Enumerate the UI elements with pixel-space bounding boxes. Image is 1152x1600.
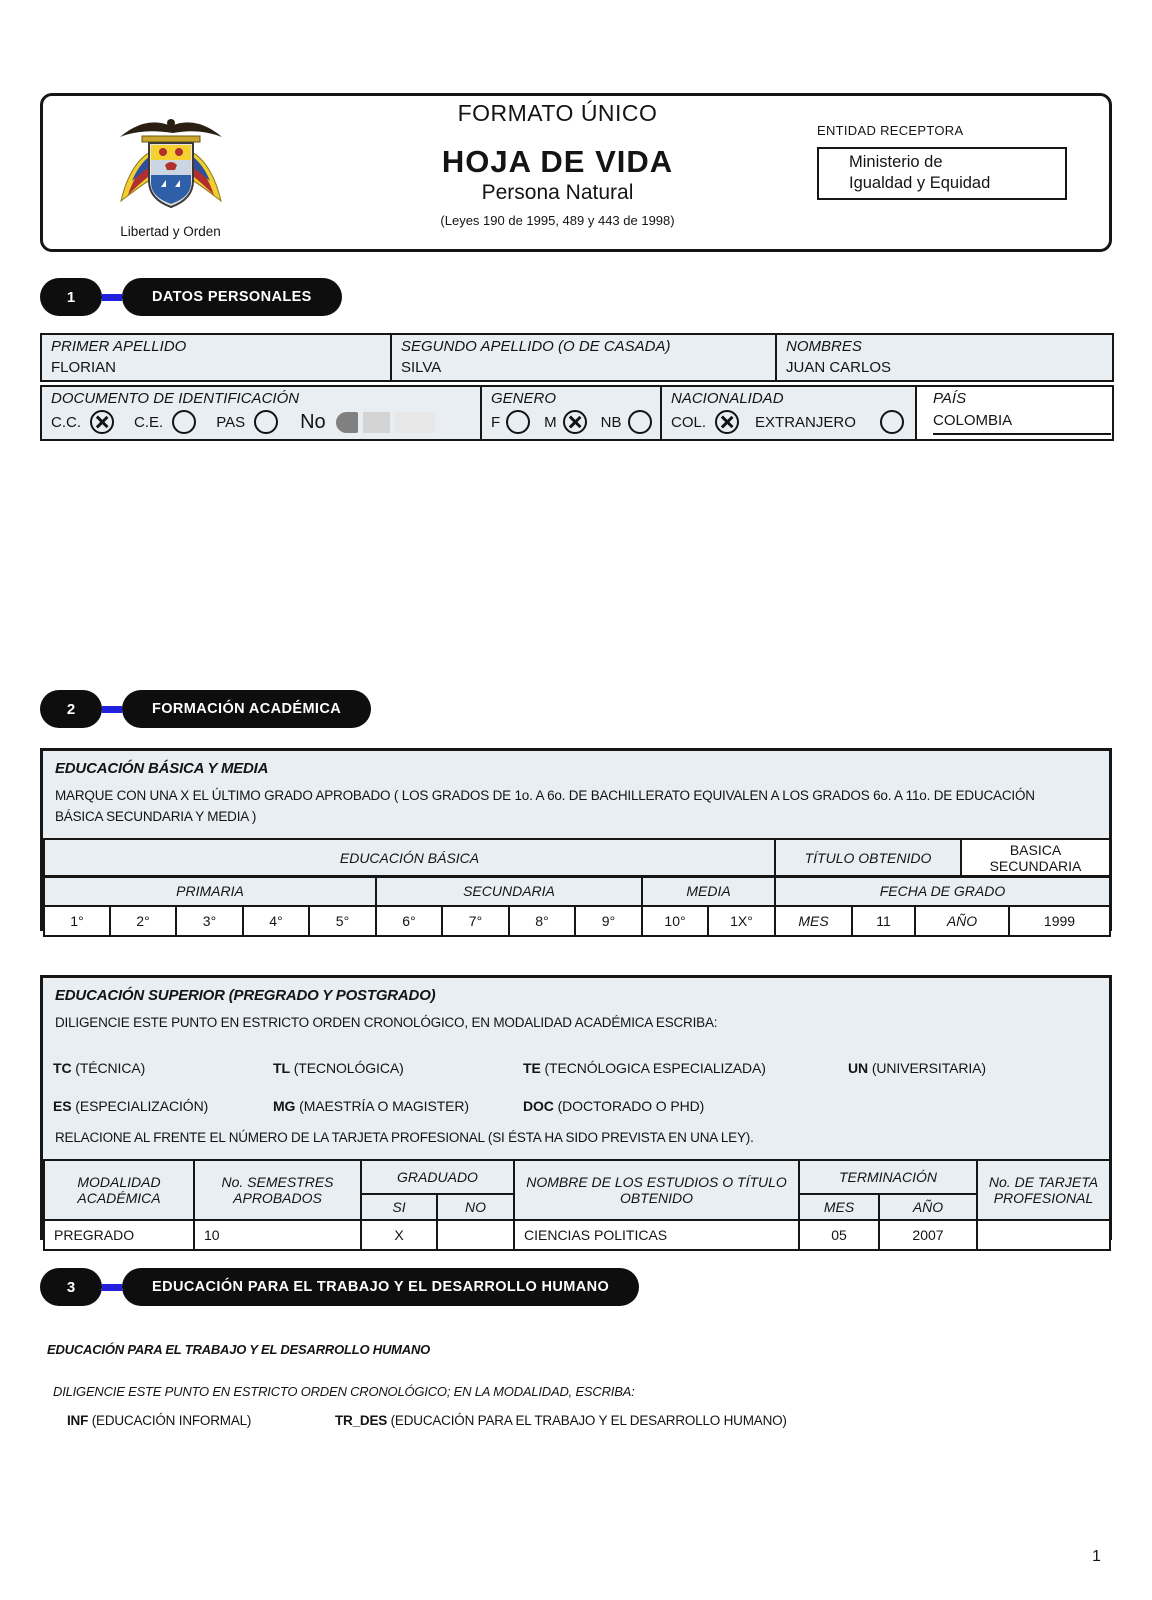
header-emblem-area: [43, 96, 298, 249]
modalidad-tl-desc: (TECNOLÓGICA): [293, 1059, 404, 1076]
cc-radio[interactable]: [90, 410, 114, 434]
educacion-basica-box: [40, 748, 1112, 931]
entidad-receptora-field[interactable]: [817, 147, 1067, 200]
documento-no-label: No: [300, 410, 326, 433]
documento-cell: [41, 386, 481, 440]
nombres-cell[interactable]: [776, 334, 1113, 381]
modalidad-inf-desc: (EDUCACIÓN INFORMAL): [91, 1413, 252, 1428]
estudio-graduado-no-value[interactable]: [437, 1220, 514, 1250]
educacion-basica-heading: EDUCACIÓN BÁSICA Y MEDIA: [55, 760, 269, 777]
segundo-apellido-cell[interactable]: [391, 334, 776, 381]
segundo-apellido-label: SEGUNDO APELLIDO (O DE CASADA): [401, 338, 671, 355]
estudio-graduado-si-value[interactable]: X: [361, 1220, 437, 1250]
entidad-receptora-block: [817, 96, 1109, 249]
modalidad-inf-abbr: INF: [67, 1413, 89, 1428]
terminacion-header: TERMINACIÓN: [799, 1160, 977, 1194]
emblem-motto: Libertad y Orden: [120, 223, 221, 239]
modalidad-tl-abbr: TL: [273, 1059, 290, 1076]
grade-cell-3[interactable]: 3°: [176, 906, 243, 936]
grade-cell-8[interactable]: 8°: [509, 906, 575, 936]
colombia-coat-of-arms-icon: [112, 113, 230, 222]
page-number: 1: [1092, 1548, 1101, 1565]
modalidad-es-desc: (ESPECIALIZACIÓN): [75, 1097, 209, 1114]
nombres-label: NOMBRES: [786, 338, 862, 355]
modalidad-mg-desc: (MAESTRÍA O MAGISTER): [299, 1097, 469, 1114]
grade-cell-9[interactable]: 9°: [575, 906, 642, 936]
genero-cell: [481, 386, 661, 440]
grade-cell-4[interactable]: 4°: [243, 906, 309, 936]
tarjeta-header: No. DE TARJETA PROFESIONAL: [977, 1160, 1110, 1220]
primer-apellido-cell[interactable]: [41, 334, 391, 381]
entidad-receptora-label: ENTIDAD RECEPTORA: [817, 123, 964, 138]
personal-id-table: [40, 385, 1114, 441]
pais-cell[interactable]: [916, 386, 1113, 440]
pas-radio[interactable]: [254, 410, 278, 434]
entidad-line1: Ministerio de: [849, 153, 943, 171]
documento-number-redacted: [336, 412, 435, 433]
titulo-obtenido-value[interactable]: BASICA SECUNDARIA: [961, 839, 1110, 877]
modalidad-doc-abbr: DOC: [523, 1097, 554, 1114]
grade-cell-10[interactable]: 10°: [642, 906, 708, 936]
segundo-apellido-value: SILVA: [401, 359, 442, 376]
section-1-number: 1: [40, 278, 102, 316]
educacion-superior-box: [40, 975, 1112, 1243]
ce-radio[interactable]: [172, 410, 196, 434]
cc-option-label: C.C.: [51, 413, 81, 431]
badge-connector: [102, 1284, 122, 1291]
modalidad-academica-header: MODALIDAD ACADÉMICA: [44, 1160, 194, 1220]
form-title: HOJA DE VIDA: [441, 144, 674, 179]
educacion-basica-instructions: MARQUE CON UNA X EL ÚLTIMO GRADO APROBADO ( LOS GRADOS DE 1o. A 6o. DE BACHILLERATO EQUIVALEN A LOS GRADOS 6o. A 11o. DE EDUCACIÓN BÁSICA SECUNDARIA Y MEDIA ): [55, 788, 1035, 824]
genero-f-radio[interactable]: [506, 410, 530, 434]
badge-connector: [102, 294, 122, 301]
trabajo-instruction: DILIGENCIE ESTE PUNTO EN ESTRICTO ORDEN CRONOLÓGICO; EN LA MODALIDAD, ESCRIBA:: [53, 1384, 635, 1399]
header-titles: [298, 96, 817, 249]
section-2-badge: [40, 690, 371, 728]
form-kind-label: FORMATO ÚNICO: [457, 100, 658, 126]
modalidad-mg-abbr: MG: [273, 1097, 296, 1114]
graduado-header: GRADUADO: [361, 1160, 514, 1194]
section-2-number: 2: [40, 690, 102, 728]
titulo-obtenido-label: TÍTULO OBTENIDO: [775, 839, 961, 877]
media-label: MEDIA: [642, 876, 775, 906]
modalidad-un-abbr: UN: [848, 1059, 869, 1076]
section-1-title: DATOS PERSONALES: [122, 278, 342, 316]
modalidad-es-abbr: ES: [53, 1097, 72, 1114]
modalidad-tc-desc: (TÉCNICA): [75, 1059, 146, 1076]
form-header: [40, 93, 1112, 252]
modalidad-te-desc: (TECNÓLOGICA ESPECIALIZADA): [544, 1059, 766, 1076]
estudio-tarjeta-value[interactable]: [977, 1220, 1110, 1250]
graduado-si-header: SI: [361, 1194, 437, 1220]
grade-cell-7[interactable]: 7°: [442, 906, 509, 936]
modalidades-row1: [43, 1060, 1109, 1076]
nombre-estudios-header: NOMBRE DE LOS ESTUDIOS O TÍTULO OBTENIDO: [514, 1160, 799, 1220]
nacionalidad-col-radio[interactable]: [715, 410, 739, 434]
grade-cell-11-marked[interactable]: 1X°: [708, 906, 775, 936]
nacionalidad-label: NACIONALIDAD: [671, 390, 784, 407]
secundaria-label: SECUNDARIA: [376, 876, 642, 906]
form-laws: (Leyes 190 de 1995, 489 y 443 de 1998): [440, 213, 675, 228]
estudio-nombre-value[interactable]: CIENCIAS POLITICAS: [514, 1220, 799, 1250]
genero-nb-radio[interactable]: [628, 410, 652, 434]
grade-cell-2[interactable]: 2°: [110, 906, 176, 936]
pais-value: COLOMBIA: [933, 412, 1111, 435]
genero-label: GENERO: [491, 390, 557, 407]
estudio-modalidad-value[interactable]: PREGRADO: [44, 1220, 194, 1250]
ano-value[interactable]: 1999: [1009, 906, 1110, 936]
educacion-superior-heading: EDUCACIÓN SUPERIOR (PREGRADO Y POSTGRADO): [55, 987, 436, 1004]
entidad-line2: Igualdad y Equidad: [849, 174, 991, 193]
genero-m-radio[interactable]: [563, 410, 587, 434]
trabajo-modalidades: [67, 1413, 787, 1428]
genero-nb-label: NB: [600, 413, 622, 431]
modalidad-un-desc: (UNIVERSITARIA): [871, 1059, 986, 1076]
educacion-superior-instruction1: DILIGENCIE ESTE PUNTO EN ESTRICTO ORDEN CRONOLÓGICO, EN MODALIDAD ACADÉMICA ESCRIBA:: [55, 1015, 718, 1030]
modalidad-te-abbr: TE: [523, 1059, 541, 1076]
primer-apellido-label: PRIMER APELLIDO: [51, 338, 187, 355]
section-2-title: FORMACIÓN ACADÉMICA: [122, 690, 371, 728]
modalidades-row2: [43, 1098, 1109, 1114]
graduado-no-header: NO: [437, 1194, 514, 1220]
semestres-header: No. SEMESTRES APROBADOS: [194, 1160, 361, 1220]
pas-option-label: PAS: [216, 413, 246, 431]
educacion-basica-table-rowA: [43, 838, 1111, 878]
modalidad-tc-abbr: TC: [53, 1059, 72, 1076]
primer-apellido-value: FLORIAN: [51, 359, 117, 376]
ce-option-label: C.E.: [134, 413, 164, 431]
fecha-de-grado-label: FECHA DE GRADO: [775, 876, 1110, 906]
mes-value[interactable]: 11: [852, 906, 915, 936]
educacion-basica-table-rowC: [43, 905, 1111, 937]
grade-cell-6[interactable]: 6°: [376, 906, 442, 936]
trabajo-heading: EDUCACIÓN PARA EL TRABAJO Y EL DESARROLLO HUMANO: [47, 1342, 431, 1357]
genero-f-label: F: [491, 413, 501, 431]
ano-label: AÑO: [915, 906, 1009, 936]
extranjero-radio[interactable]: [880, 410, 904, 434]
modalidad-trdes-desc: (EDUCACIÓN PARA EL TRABAJO Y EL DESARROLLO HUMANO): [390, 1413, 787, 1428]
educacion-superior-table: [43, 1159, 1111, 1251]
form-subtitle: Persona Natural: [481, 181, 634, 204]
estudio-semestres-value[interactable]: 10: [194, 1220, 361, 1250]
nacionalidad-cell: [661, 386, 916, 440]
section-3-title: EDUCACIÓN PARA EL TRABAJO Y EL DESARROLLO HUMANO: [122, 1268, 639, 1306]
educacion-basica-span-label: EDUCACIÓN BÁSICA: [44, 839, 775, 877]
educacion-superior-instruction2: RELACIONE AL FRENTE EL NÚMERO DE LA TARJETA PROFESIONAL (SI ÉSTA HA SIDO PREVISTA EN UNA LEY).: [55, 1129, 754, 1145]
primaria-label: PRIMARIA: [44, 876, 376, 906]
estudio-mes-value[interactable]: 05: [799, 1220, 879, 1250]
section-3-number: 3: [40, 1268, 102, 1306]
terminacion-ano-header: AÑO: [879, 1194, 977, 1220]
section-3-badge: [40, 1268, 639, 1306]
extranjero-label: EXTRANJERO: [755, 413, 856, 431]
badge-connector: [102, 706, 122, 713]
nombres-value: JUAN CARLOS: [786, 359, 892, 376]
personal-names-table: [40, 333, 1114, 382]
pais-label: PAÍS: [933, 390, 967, 407]
terminacion-mes-header: MES: [799, 1194, 879, 1220]
grade-cell-1[interactable]: 1°: [44, 906, 110, 936]
estudio-ano-value[interactable]: 2007: [879, 1220, 977, 1250]
documento-label: DOCUMENTO DE IDENTIFICACIÓN: [51, 390, 300, 407]
grade-cell-5[interactable]: 5°: [309, 906, 376, 936]
genero-m-label: M: [544, 413, 557, 431]
modalidad-doc-desc: (DOCTORADO O PHD): [557, 1097, 705, 1114]
nacionalidad-col-label: COL.: [671, 413, 707, 431]
educacion-basica-table-rowB: [43, 875, 1111, 907]
mes-label: MES: [775, 906, 852, 936]
modalidad-trdes-abbr: TR_DES: [335, 1413, 388, 1428]
section-1-badge: [40, 278, 342, 316]
